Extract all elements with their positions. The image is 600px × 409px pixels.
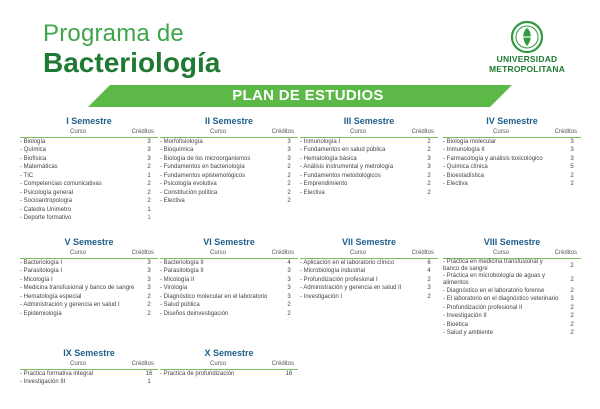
credits-column-header: Créditos (411, 250, 434, 256)
course-row (160, 189, 298, 198)
course-row (160, 147, 298, 156)
course-name: - Práctica en medicina transfusional y banco de sangre (443, 259, 543, 272)
course-row (20, 147, 158, 156)
course-credits: 1 (147, 379, 151, 386)
course-credits: 2 (287, 172, 291, 179)
course-row (160, 138, 298, 147)
semester-column-headers (443, 128, 581, 138)
program-title-line2: Bacteriología (43, 47, 221, 78)
course-row (300, 285, 438, 294)
course-credits: 3 (287, 138, 291, 145)
course-credits: 2 (427, 138, 431, 145)
course-row (443, 172, 581, 181)
semester-block (160, 346, 298, 379)
semester-column-headers (160, 249, 298, 259)
course-row (443, 155, 581, 164)
course-credits: 3 (147, 155, 151, 162)
course-row (160, 285, 298, 294)
semester-column-headers (20, 128, 158, 138)
course-column-header: Curso (209, 250, 226, 256)
course-credits: 2 (287, 310, 291, 317)
course-credits: 2 (570, 181, 574, 188)
course-name: - Profundización profesional I (300, 276, 378, 283)
course-column-header: Curso (209, 129, 226, 135)
course-credits: 3 (147, 285, 151, 292)
semester-title: VII Semestre (341, 237, 397, 247)
course-credits: 5 (570, 164, 574, 171)
course-name: - Fundamentos epistemológicos (160, 172, 246, 179)
course-row (443, 304, 581, 313)
course-row (300, 155, 438, 164)
course-name: - Biología (20, 138, 46, 145)
credits-column-header: Créditos (554, 129, 577, 135)
course-name: - Aplicación en el laboratorio clínico (300, 259, 395, 266)
course-row (300, 147, 438, 156)
course-name: - Biología molecular (443, 138, 497, 145)
course-name: - Psicología evolutiva (160, 181, 217, 188)
course-name: - Electiva (300, 189, 325, 196)
course-credits: 2 (287, 164, 291, 171)
course-name: - Hematología básica (300, 155, 357, 162)
course-credits: 3 (147, 259, 151, 266)
course-credits: 1 (147, 206, 151, 213)
credits-column-header: Créditos (411, 129, 434, 135)
course-name: - Fundamentos en salud pública (300, 147, 386, 154)
course-credits: 2 (147, 189, 151, 196)
semester-block (160, 114, 298, 206)
course-row (20, 198, 158, 207)
course-row (300, 181, 438, 190)
course-credits: 2 (287, 181, 291, 188)
credits-column-header: Créditos (131, 361, 154, 367)
course-credits: 2 (427, 181, 431, 188)
course-row (20, 302, 158, 311)
semester-title: VI Semestre (203, 237, 255, 247)
course-row (300, 268, 438, 277)
course-credits: 16 (285, 370, 293, 377)
course-credits: 2 (570, 321, 574, 328)
course-name: - Deporte formativo (20, 215, 72, 222)
course-row (160, 155, 298, 164)
course-credits: 3 (570, 155, 574, 162)
course-name: - Practica de profundización (160, 370, 235, 377)
course-credits: 2 (427, 189, 431, 196)
semester-column-headers (300, 128, 438, 138)
course-row (20, 293, 158, 302)
logo-line2: METROPOLITANA (488, 64, 566, 74)
credits-column-header: Créditos (271, 129, 294, 135)
course-name: - Micología II (160, 276, 195, 283)
course-row (443, 313, 581, 322)
course-row (443, 181, 581, 190)
course-row (20, 379, 158, 388)
course-name: - Matemáticas (20, 164, 58, 171)
course-row (20, 206, 158, 215)
semester-block (300, 235, 438, 302)
course-name: - Biofísica (20, 155, 47, 162)
course-name: - Practica formativa integral (20, 370, 94, 377)
course-column-header: Curso (349, 250, 366, 256)
course-name: - Profundización profesional II (443, 304, 523, 311)
course-row (160, 164, 298, 173)
course-credits: 2 (570, 287, 574, 294)
course-row (443, 287, 581, 296)
course-name: - Bioética (443, 321, 469, 328)
semester-title: V Semestre (64, 237, 114, 247)
semester-block (300, 114, 438, 198)
course-column-header: Curso (69, 129, 86, 135)
course-name: - Parasitología I (20, 268, 63, 275)
course-row (20, 215, 158, 224)
course-credits: 3 (570, 147, 574, 154)
course-row (20, 310, 158, 319)
semester-column-headers (443, 249, 581, 259)
course-name: - Práctica en microbiología de aguas y alimentos (443, 273, 546, 286)
course-row (443, 273, 581, 287)
semester-title: VIII Semestre (483, 237, 541, 247)
course-row (20, 276, 158, 285)
course-name: - Administración y gerencia en salud II (300, 285, 402, 292)
course-row (443, 147, 581, 156)
semester-title: I Semestre (66, 116, 112, 126)
semester-column-headers (160, 360, 298, 370)
course-name: - Salud y ambiente (443, 330, 494, 337)
course-credits: 1 (147, 215, 151, 222)
semester-block (443, 235, 581, 338)
course-name: - Constitución política (160, 189, 218, 196)
course-credits: 3 (287, 276, 291, 283)
course-credits: 3 (427, 155, 431, 162)
course-row (300, 138, 438, 147)
course-name: - El laboratorio en el diagnóstico veterinario (443, 296, 559, 303)
course-column-header: Curso (69, 361, 86, 367)
course-row (443, 321, 581, 330)
credits-column-header: Créditos (271, 250, 294, 256)
course-row (300, 259, 438, 268)
course-credits: 2 (427, 276, 431, 283)
course-name: - TIC (20, 172, 34, 179)
course-credits: 2 (147, 302, 151, 309)
course-credits: 4 (427, 268, 431, 275)
course-name: - Investigación I (300, 293, 343, 300)
course-credits: 3 (427, 285, 431, 292)
course-name: - Electiva (443, 181, 468, 188)
course-credits: 3 (570, 296, 574, 303)
course-name: - Fundamentos metodológicos (300, 172, 381, 179)
course-name: - Investigación II (443, 313, 487, 320)
semester-block (20, 346, 158, 387)
course-name: - Bioestadística (443, 172, 485, 179)
semester-title: IX Semestre (63, 348, 115, 358)
course-name: - Diagnóstico molecular en el laboratorio (160, 293, 268, 300)
course-row (160, 172, 298, 181)
course-name: - Bioquímica (160, 147, 194, 154)
course-row (160, 370, 298, 379)
course-row (443, 259, 581, 273)
course-row (20, 181, 158, 190)
course-credits: 2 (570, 262, 574, 269)
course-credits: 2 (287, 302, 291, 309)
course-name: - Investigación III (20, 379, 66, 386)
course-name: - Psicología general (20, 189, 74, 196)
course-name: - Administración y gerencia en salud I (20, 302, 120, 309)
course-name: - Farmacología y análisis toxicológico (443, 155, 543, 162)
course-name: - Medicina transfusional y banco de sangre (20, 285, 135, 292)
course-row (20, 285, 158, 294)
course-column-header: Curso (492, 129, 509, 135)
course-row (160, 268, 298, 277)
course-credits: 3 (287, 147, 291, 154)
course-row (160, 293, 298, 302)
semester-title: IV Semestre (486, 116, 538, 126)
course-name: - Virología (160, 285, 188, 292)
course-name: - Inmunología I (300, 138, 341, 145)
course-row (443, 330, 581, 339)
course-row (443, 138, 581, 147)
course-name: - Socioantropología (20, 198, 73, 205)
course-row (300, 293, 438, 302)
course-credits: 2 (570, 330, 574, 337)
plan-banner (88, 85, 512, 107)
course-credits: 3 (287, 285, 291, 292)
semester-column-headers (20, 360, 158, 370)
course-credits: 2 (147, 310, 151, 317)
course-row (300, 164, 438, 173)
semester-block (20, 114, 158, 223)
course-name: - Epidemiología (20, 310, 62, 317)
course-row (160, 302, 298, 311)
semester-title: II Semestre (204, 116, 254, 126)
course-name: - Fundamentos en bacteriología (160, 164, 245, 171)
semester-title: X Semestre (204, 348, 254, 358)
course-row (20, 172, 158, 181)
course-row (160, 259, 298, 268)
course-credits: 3 (147, 268, 151, 275)
semester-column-headers (160, 128, 298, 138)
course-credits: 3 (147, 147, 151, 154)
course-credits: 2 (570, 172, 574, 179)
course-name: - Morfofisiología (160, 138, 203, 145)
course-row (20, 259, 158, 268)
credits-column-header: Créditos (131, 129, 154, 135)
course-name: - Análisis instrumental y metrología (300, 164, 394, 171)
course-name: - Salud pública (160, 302, 200, 309)
course-credits: 6 (427, 259, 431, 266)
course-credits: 2 (427, 172, 431, 179)
course-credits: 2 (147, 164, 151, 171)
course-row (300, 172, 438, 181)
banner-title: PLAN DE ESTUDIOS (232, 87, 384, 104)
course-name: - Bacteriología I (20, 259, 63, 266)
logo-line1: UNIVERSIDAD (496, 54, 558, 64)
course-credits: 2 (427, 293, 431, 300)
course-credits: 2 (570, 276, 574, 283)
course-row (300, 189, 438, 198)
course-column-header: Curso (492, 250, 509, 256)
course-name: - Diagnóstico en el laboratorio forense (443, 287, 545, 294)
credits-column-header: Créditos (131, 250, 154, 256)
course-name: - Emprendimiento (300, 181, 348, 188)
course-column-header: Curso (209, 361, 226, 367)
course-row (160, 181, 298, 190)
course-name: - Electiva (160, 198, 185, 205)
university-logo (472, 20, 582, 82)
semester-column-headers (20, 249, 158, 259)
course-name: - Parasitología II (160, 268, 204, 275)
course-credits: 3 (287, 293, 291, 300)
course-credits: 2 (570, 313, 574, 320)
program-title-line1: Programa de (43, 20, 184, 47)
course-credits: 3 (427, 164, 431, 171)
course-row (160, 198, 298, 207)
course-name: - Bacteriología II (160, 259, 204, 266)
course-name: - Microbiología industrial (300, 268, 366, 275)
course-credits: 2 (147, 293, 151, 300)
course-row (20, 189, 158, 198)
course-name: - Inmunología II (443, 147, 485, 154)
course-credits: 3 (287, 155, 291, 162)
course-row (20, 138, 158, 147)
course-row (160, 310, 298, 319)
course-row (20, 268, 158, 277)
course-credits: 16 (145, 370, 153, 377)
credits-column-header: Créditos (554, 250, 577, 256)
course-row (160, 276, 298, 285)
credits-column-header: Créditos (271, 361, 294, 367)
semester-block (20, 235, 158, 319)
course-column-header: Curso (69, 250, 86, 256)
course-credits: 3 (147, 138, 151, 145)
course-credits: 2 (147, 181, 151, 188)
course-credits: 3 (287, 268, 291, 275)
course-row (300, 276, 438, 285)
course-name: - Competencias comunicativas (20, 181, 102, 188)
course-credits: 2 (570, 304, 574, 311)
course-row (20, 164, 158, 173)
course-name: - Micología I (20, 276, 53, 283)
course-credits: 2 (427, 147, 431, 154)
course-credits: 2 (287, 198, 291, 205)
course-column-header: Curso (349, 129, 366, 135)
course-name: - Hematología especial (20, 293, 82, 300)
course-name: - Química (20, 147, 47, 154)
course-credits: 3 (147, 276, 151, 283)
course-row (20, 370, 158, 379)
course-row (20, 155, 158, 164)
university-emblem-icon (510, 20, 544, 54)
semester-column-headers (300, 249, 438, 259)
course-name: - Biología de los microorganismos (160, 155, 251, 162)
course-name: - Química clínica (443, 164, 488, 171)
semester-title: III Semestre (343, 116, 395, 126)
course-credits: 3 (570, 138, 574, 145)
course-row (443, 164, 581, 173)
course-credits: 2 (287, 189, 291, 196)
course-name: - Catedra Unimetro (20, 206, 72, 213)
course-credits: 1 (147, 172, 151, 179)
semester-block (160, 235, 298, 319)
course-credits: 2 (147, 198, 151, 205)
semester-block (443, 114, 581, 189)
course-name: - Diseños deinvestigación (160, 310, 229, 317)
course-credits: 4 (287, 259, 291, 266)
course-row (443, 296, 581, 305)
